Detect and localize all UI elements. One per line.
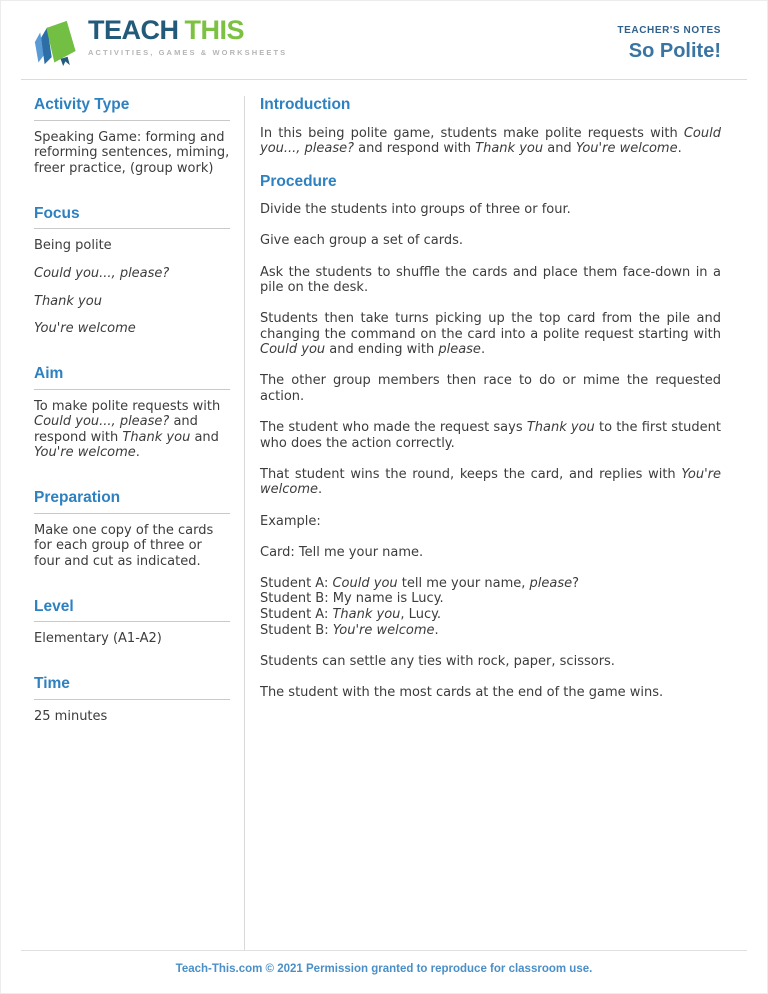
- sidebar-paragraph: 25 minutes: [34, 708, 108, 724]
- logo-word-this: THIS: [184, 15, 245, 45]
- body-paragraph: Card: Tell me your name.: [260, 544, 424, 560]
- main-section: [260, 96, 721, 157]
- body-paragraph: Students then take turns picking up the top card from the pile and changing the command on the card into a polite request starting with Could you and ending with please.: [260, 311, 721, 358]
- sidebar-section: [34, 489, 230, 570]
- main-column: [245, 96, 721, 950]
- logo-wordmark: [88, 17, 287, 57]
- book-logo-icon: [34, 17, 80, 67]
- logo-word-teach: TEACH: [88, 15, 179, 45]
- sidebar-paragraph: Being polite: [34, 238, 112, 254]
- sidebar-paragraph: Elementary (A1-A2): [34, 631, 162, 647]
- sidebar-section: [34, 96, 230, 177]
- sidebar-paragraph: To make polite requests with Could you..., please? and respond with Thank you and You're welcome.: [34, 398, 221, 461]
- body-paragraph: Divide the students into groups of three or four.: [260, 202, 571, 218]
- example-dialogue: [260, 576, 721, 638]
- logo-tagline: ACTIVITIES, GAMES & WORKSHEETS: [88, 48, 288, 57]
- page-footer: [1, 950, 767, 993]
- sidebar-paragraph: Thank you: [34, 293, 102, 309]
- body-paragraph: The other group members then race to do or mime the requested action.: [260, 373, 721, 405]
- sidebar-paragraph: You're welcome: [34, 321, 136, 337]
- sidebar-section-heading: Preparation: [34, 489, 230, 514]
- document-meta: [617, 17, 721, 63]
- copyright-text: Teach-This.com © 2021 Permission granted to reproduce for classroom use.: [175, 963, 593, 975]
- body-paragraph: Give each group a set of cards.: [260, 233, 464, 249]
- info-sidebar: [34, 96, 245, 950]
- sidebar-paragraph: Make one copy of the cards for each group of three or four and cut as indicated.: [34, 522, 214, 569]
- body-paragraph: Students can settle any ties with rock, paper, scissors.: [260, 653, 615, 669]
- dialogue-line: Student A: Thank you, Lucy.: [260, 606, 442, 622]
- dialogue-line: Student A: Could you tell me your name, please?: [260, 575, 580, 591]
- body-paragraph: Example:: [260, 513, 321, 529]
- dialogue-line: Student B: You're welcome.: [260, 622, 439, 638]
- body-paragraph: The student who made the request says Thank you to the first student who does the action correctly.: [260, 420, 722, 451]
- sidebar-section: [34, 598, 230, 647]
- body-paragraph: That student wins the round, keeps the card, and replies with You're welcome.: [260, 466, 721, 498]
- sidebar-section-heading: Focus: [34, 205, 230, 230]
- body-paragraph: The student with the most cards at the end of the game wins.: [260, 684, 664, 700]
- sidebar-section-heading: Level: [34, 598, 230, 623]
- main-section: [260, 173, 721, 701]
- dialogue-line: Student B: My name is Lucy.: [260, 591, 444, 607]
- page-title: So Polite!: [628, 40, 721, 62]
- main-section-heading: Introduction: [260, 96, 351, 113]
- sidebar-section: [34, 205, 230, 337]
- sidebar-paragraph: Could you..., please?: [34, 266, 170, 281]
- main-section-heading: Procedure: [260, 172, 337, 190]
- doc-type-label: TEACHER'S NOTES: [617, 25, 721, 36]
- sidebar-section-heading: Aim: [34, 365, 230, 390]
- body-paragraph: Ask the students to shuffle the cards and place them face-down in a pile on the desk.: [260, 264, 721, 296]
- sidebar-section: [34, 365, 230, 461]
- body-paragraph: In this being polite game, students make polite requests with Could you..., please? and respond with Thank you and You're welcome.: [260, 125, 721, 157]
- sidebar-section-heading: Time: [34, 675, 230, 700]
- content-area: [1, 80, 767, 950]
- sidebar-section: [34, 675, 230, 724]
- sidebar-paragraph: Speaking Game: forming and reforming sentences, miming, freer practice, (group work): [34, 129, 230, 176]
- teach-this-logo: [34, 17, 287, 67]
- page-header: [1, 1, 767, 67]
- sidebar-section-heading: Activity Type: [34, 96, 230, 121]
